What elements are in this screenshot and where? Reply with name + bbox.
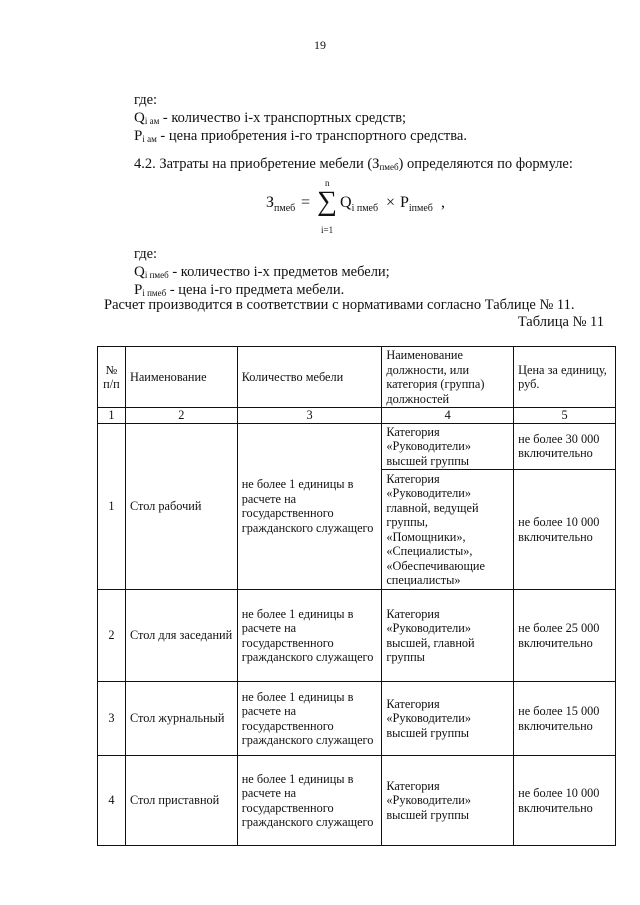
- row-furniture-name: Стол для заседаний: [125, 590, 237, 682]
- column-number: 5: [514, 408, 616, 424]
- where-label-transport: где:: [134, 92, 158, 108]
- formula-p-sub: iпмеб: [408, 203, 433, 214]
- row-quantity: не более 1 единицы в расчете на государственного гражданского служащего: [237, 756, 382, 846]
- q-subscript: i ам: [144, 116, 160, 126]
- row-number: 3: [98, 682, 126, 756]
- row-furniture-name: Стол рабочий: [125, 423, 237, 590]
- furniture-norms-table: [97, 346, 616, 846]
- section-heading: [134, 156, 573, 173]
- formula-tail: ,: [441, 194, 445, 211]
- row-category: Категория «Руководители» высшей, главной группы: [382, 590, 514, 682]
- p-description: - цена приобретения i-го транспортного средства.: [156, 128, 467, 144]
- furniture-quantity-definition: [134, 264, 390, 281]
- table-row: [98, 682, 616, 756]
- formula-upper-limit: n: [325, 178, 330, 188]
- table-row: [98, 590, 616, 682]
- header-quantity: Количество мебели: [237, 347, 382, 408]
- q-symbol: Q: [134, 264, 145, 280]
- row-quantity: не более 1 единицы в расчете на государственного гражданского служащего: [237, 590, 382, 682]
- formula-equals: =: [301, 194, 311, 211]
- row-furniture-name: Стол приставной: [125, 756, 237, 846]
- table-caption: Таблица № 11: [517, 314, 604, 330]
- furniture-cost-formula: [0, 176, 640, 236]
- q-description: - количество i-х предметов мебели;: [168, 264, 390, 280]
- transport-price-definition: [134, 128, 467, 145]
- table-header-row: [98, 347, 616, 408]
- formula-q-symbol: Q: [340, 194, 352, 211]
- formula-times: ×: [386, 194, 396, 211]
- table-row: [98, 423, 616, 470]
- p-subscript: i ам: [142, 134, 157, 144]
- p-symbol: P: [134, 282, 143, 298]
- row-quantity: не более 1 единицы в расчете на государственного гражданского служащего: [237, 682, 382, 756]
- p-description: - цена i-го предмета мебели.: [166, 282, 345, 298]
- where-label-furniture: где:: [134, 246, 158, 262]
- row-quantity: не более 1 единицы в расчете на государственного гражданского служащего: [237, 423, 382, 590]
- row-number: 2: [98, 590, 126, 682]
- row-price: не более 25 000 включительно: [514, 590, 616, 682]
- row-category: Категория «Руководители» высшей группы: [382, 423, 514, 470]
- formula-lower-limit: i=1: [321, 225, 334, 235]
- formula-p-term: [400, 194, 433, 212]
- q-subscript: i пмеб: [144, 270, 169, 280]
- q-symbol: Q: [134, 110, 145, 126]
- page-number: 19: [314, 38, 326, 52]
- row-category: Категория «Руководители» высшей группы: [382, 682, 514, 756]
- formula-p-symbol: P: [400, 194, 409, 211]
- row-price: не более 10 000 включительно: [514, 470, 616, 590]
- row-price: не более 10 000 включительно: [514, 756, 616, 846]
- column-number: 3: [237, 408, 382, 424]
- formula-lhs-symbol: З: [266, 194, 275, 211]
- row-number: 4: [98, 756, 126, 846]
- section-heading-post: ) определяются по формуле:: [398, 156, 573, 172]
- header-name: Наименование: [125, 347, 237, 408]
- transport-quantity-definition: [134, 110, 406, 127]
- header-unit-price: Цена за единицу, руб.: [514, 347, 616, 408]
- row-number: 1: [98, 423, 126, 590]
- row-price: не более 30 000 включительно: [514, 423, 616, 470]
- q-description: - количество i-х транспортных средств;: [159, 110, 407, 126]
- formula-lhs-sub: пмеб: [274, 203, 296, 214]
- formula-q-term: [340, 194, 378, 212]
- p-subscript: i пмеб: [142, 288, 167, 298]
- row-furniture-name: Стол журнальный: [125, 682, 237, 756]
- header-position-category: Наименование должности, или категория (группа) должностей: [382, 347, 514, 408]
- column-number: 4: [382, 408, 514, 424]
- section-heading-sub: пмеб: [379, 162, 399, 172]
- calculation-note: Расчет производится в соответствии с нормативами согласно Таблице № 11.: [104, 297, 575, 313]
- column-number: 1: [98, 408, 126, 424]
- formula-lhs: [266, 194, 295, 212]
- row-category: Категория «Руководители» главной, ведущей группы, «Помощники», «Специалисты», «Обеспечивающие специалисты»: [382, 470, 514, 590]
- p-symbol: P: [134, 128, 143, 144]
- formula-q-sub: i пмеб: [351, 203, 379, 214]
- section-heading-pre: 4.2. Затраты на приобретение мебели (З: [134, 156, 380, 172]
- column-number: 2: [125, 408, 237, 424]
- row-category: Категория «Руководители» высшей группы: [382, 756, 514, 846]
- table-row: [98, 756, 616, 846]
- header-number: № п/п: [98, 347, 126, 408]
- row-price: не более 15 000 включительно: [514, 682, 616, 756]
- table-column-numbers-row: [98, 408, 616, 424]
- sigma-icon: ∑: [317, 186, 337, 217]
